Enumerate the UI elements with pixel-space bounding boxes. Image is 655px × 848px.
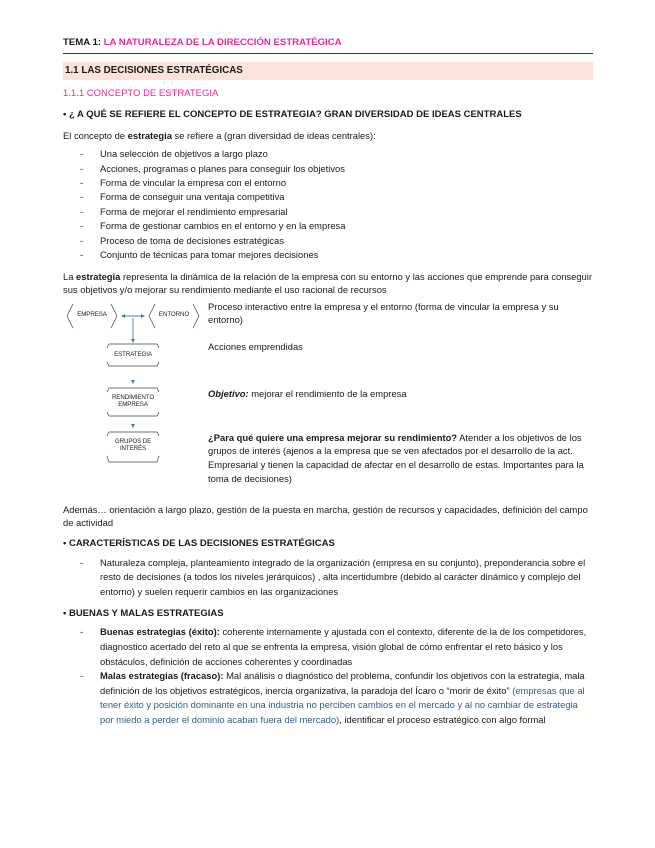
list-item: - Una selección de objetivos a largo plazo [100,147,593,161]
strategy-diagram [63,300,593,500]
list-item: - Forma de gestionar cambios en el entorno y en la empresa [100,219,593,233]
list-item: - Forma de conseguir una ventaja competitiva [100,190,593,204]
list-item [100,669,593,727]
strategy-definition [63,270,593,297]
malas-label: Malas estrategias (fracaso): [100,670,224,682]
document-title [63,36,593,54]
objetivo-label: Objetivo: [208,387,249,399]
list-item: - Acciones, programas o planes para conseguir los objetivos [100,162,593,176]
list-item: - Conjunto de técnicas para tomar mejores decisiones [100,248,593,262]
intro-text-a: El concepto de [63,129,128,141]
list-item: - Forma de mejorar el rendimiento empresarial [100,205,593,219]
question-heading: • ¿ A QUÉ SE REFIERE EL CONCEPTO DE ESTRATEGIA? GRAN DIVERSIDAD DE IDEAS CENTRALES [63,108,522,120]
def-text-a: La [63,270,77,282]
list-item [100,625,593,669]
caracteristicas-heading: • CARACTERÍSTICAS DE LAS DECISIONES ESTRATÉGICAS [63,538,335,550]
estrategias-list [63,625,593,727]
list-item: - Forma de vincular la empresa con el entorno [100,176,593,190]
down-arrow-3 [131,424,135,428]
section-heading: 1.1 LAS DECISIONES ESTRATÉGICAS [63,62,593,80]
subsection-heading: 1.1.1 CONCEPTO DE ESTRATEGIA [63,88,219,100]
concept-list [63,147,593,262]
diagram-text-1: Proceso interactivo entre la empresa y el entorno (forma de vincular la empresa y su entorno) [208,300,559,326]
caracteristicas-list [63,556,593,600]
tema-title: LA NATURALEZA DE LA DIRECCIÓN ESTRATÉGICA [103,37,342,48]
down-arrow-2 [131,380,135,384]
ademas-paragraph: Además… orientación a largo plazo, gestión de la puesta en marcha, gestión de recursos y capacidades, definición del campo de actividad [63,503,588,529]
concept-intro [63,129,593,143]
intro-text-b: se refiere a (gran diversidad de ideas centrales): [171,129,376,141]
def-text-b: representa la dinámica de la relación de la empresa con su entorno y las acciones que emprende para conseguir sus objetivos y/o mejorar su rendimiento mediante el uso racional de recursos [63,270,592,296]
malas-end: , identificar el proceso estratégico con algo formal [339,713,546,725]
grupos-question: ¿Para qué quiere una empresa mejorar su rendimiento? [208,431,458,443]
objetivo-text: mejorar el rendimiento de la empresa [248,387,407,399]
document-page [63,36,593,727]
list-item: - Proceso de toma de decisiones estratégicas [100,234,593,248]
diagram-text-4 [208,431,593,486]
rendimiento-label: RENDIMIENTO EMPRESA [111,393,155,408]
diagram-text-2: Acciones emprendidas [208,340,303,352]
estrategias-heading: • BUENAS Y MALAS ESTRATEGIAS [63,607,224,619]
intro-bold: estrategia [127,129,172,141]
malas-note: (empresas que al tener éxito y posición dominante en una industria no perciben cambios en el mercado y al no cambiar de estrategia por miedo a perder el dominio acaban fuera del mercado) [100,684,585,725]
list-item: - Naturaleza compleja, planteamiento integrado de la organización (empresa en su conjunto), preponderancia sobre el resto de decisiones (a todos los niveles jerárquicos) , alta incertidumbre (debido al carácter dinámico y complejo del entorno) y suelen requerir cambios en las organizaciones [100,556,593,600]
grupos-label: GRUPOS DE INTERÉS [114,437,152,452]
estrategia-label: ESTRATEGIA [114,350,152,358]
tema-prefix: TEMA 1: [63,37,104,48]
buenas-text: coherente internamente y ajustada con el contexto, diferente de la de los competidores, diagnostico acertado del reto al que se enfrenta la empresa, visión global de cómo enfrentar el reto básico y los obstáculos, definición de acciones coherentes y coordinadas [100,626,587,667]
empresa-label: EMPRESA [77,310,107,318]
entorno-label: ENTORNO [158,310,190,318]
malas-text: Mal análisis o diagnóstico del problema, confundir los objetivos con la estrategia, mala definición de los objetivos estratégicos, inercia organizativa, la paradoja del Ícaro o “morir de éxito” [100,670,585,696]
buenas-label: Buenas estrategias (éxito): [100,626,220,638]
grupos-answer: Atender a los objetivos de los grupos de interés (ajenos a la empresa que se ven afectados por el desarrollo de la act. Empresarial y tienen la capacidad de afectar en el desarrollo de estas. Importantes para la toma de decisiones) [208,431,584,484]
def-bold: estrategia [76,270,121,282]
diagram-text-3 [208,387,593,401]
